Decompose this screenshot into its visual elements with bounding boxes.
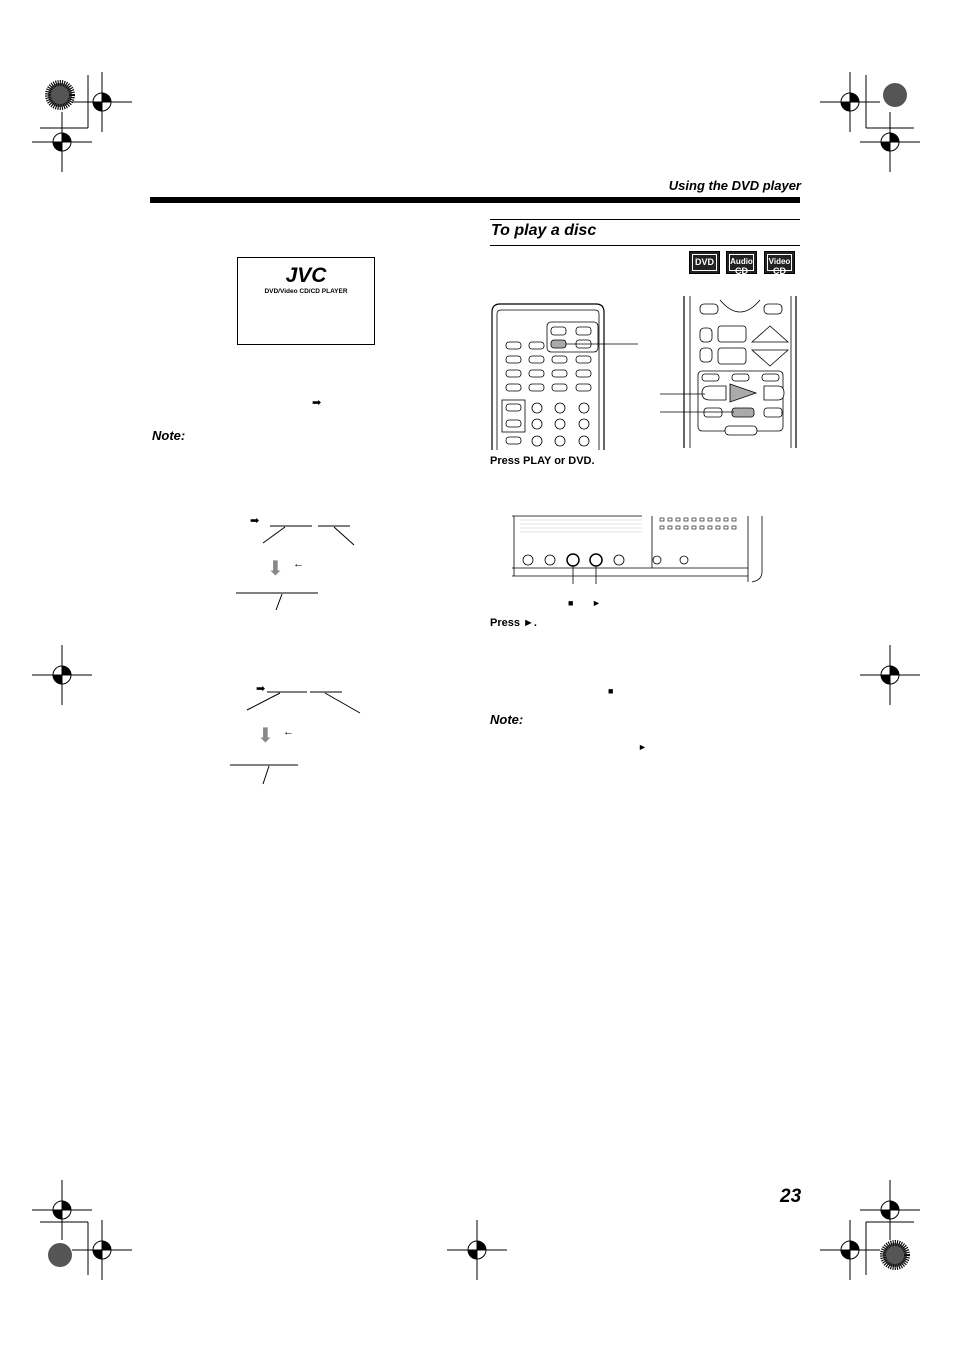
arrow-left-icon: ← — [283, 726, 294, 738]
registration-mark-icon — [72, 1220, 132, 1280]
jvc-logo: JVC — [285, 264, 327, 287]
display-diagram-2 — [225, 680, 365, 785]
play-icon: ► — [592, 598, 601, 608]
arrow-right-icon: ➡ — [256, 683, 266, 695]
video-cd-badge: Video CD — [764, 251, 795, 274]
grey-target-icon — [883, 83, 907, 107]
startup-screen — [237, 257, 375, 345]
note-label: Note: — [152, 428, 186, 443]
registration-mark-icon — [447, 1220, 507, 1280]
starburst-target-icon — [48, 83, 72, 107]
arrow-down-icon: ⬇ — [267, 558, 284, 580]
page-title: To play a disc — [491, 222, 597, 239]
arrow-right-icon: ➡ — [250, 515, 260, 527]
remote-control-illustration — [488, 302, 638, 450]
grey-target-icon — [48, 1243, 72, 1267]
header-rule — [150, 197, 800, 203]
panel-caption: Press ►. — [490, 617, 537, 629]
audio-cd-badge: Audio CD — [726, 251, 757, 274]
registration-mark-icon — [860, 112, 920, 172]
play-icon: ► — [523, 617, 534, 629]
dvd-badge: DVD — [689, 251, 720, 274]
page-number: 23 — [780, 1186, 802, 1207]
registration-mark-icon — [860, 1180, 920, 1240]
starburst-target-icon — [883, 1243, 907, 1267]
remote-caption: Press PLAY or DVD. — [490, 455, 595, 467]
stop-icon: ■ — [608, 686, 614, 696]
note-label: Note: — [490, 712, 524, 727]
registration-mark-icon — [32, 112, 92, 172]
registration-mark-icon — [32, 645, 92, 705]
section-label: Using the DVD player — [668, 178, 801, 193]
arrow-right-icon: ➡ — [312, 397, 322, 409]
play-icon: ► — [638, 742, 647, 752]
front-panel-illustration — [512, 514, 768, 584]
remote-closeup-illustration — [660, 296, 800, 448]
stop-icon: ■ — [568, 598, 574, 608]
screen-subtitle: DVD/Video CD/CD PLAYER — [264, 288, 348, 295]
arrow-down-icon: ⬇ — [257, 725, 274, 747]
registration-mark-icon — [860, 645, 920, 705]
arrow-left-icon: ← — [293, 558, 304, 570]
